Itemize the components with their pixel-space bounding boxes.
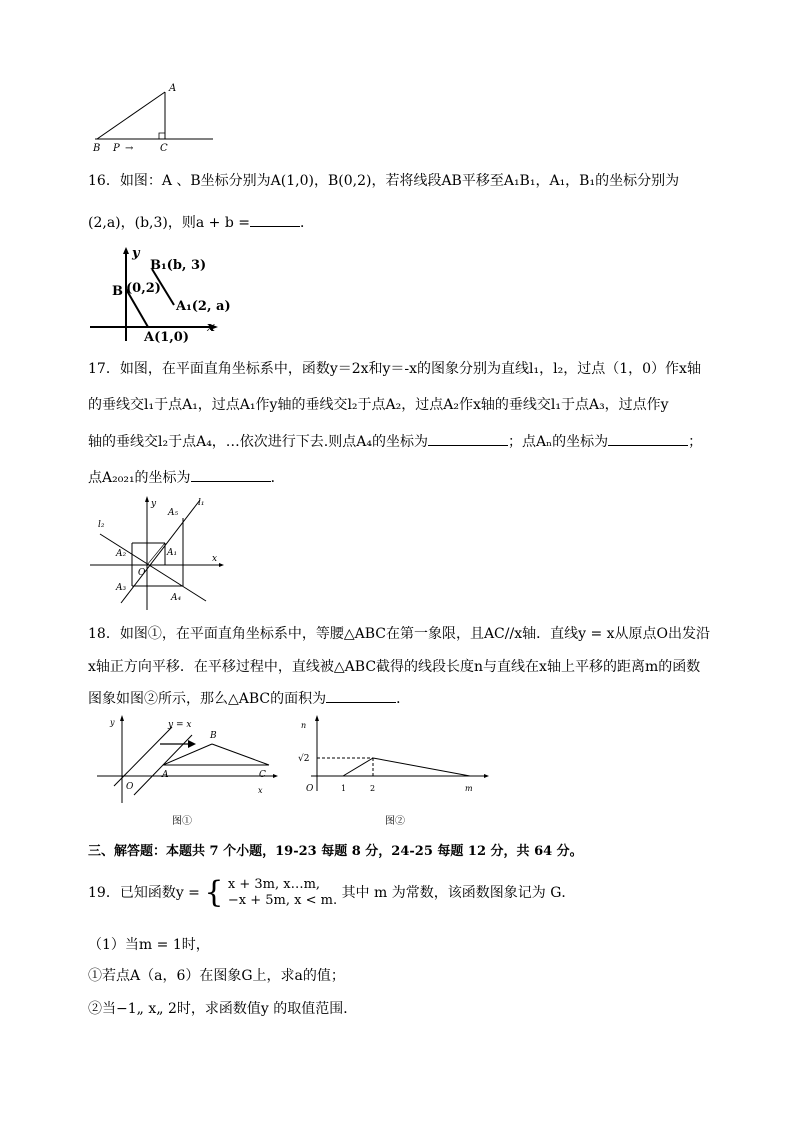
fig18-2-n-label: n bbox=[301, 721, 307, 730]
fig17-y-label: y bbox=[151, 499, 157, 509]
q17-line3-mid: ；点Aₙ的坐标为 bbox=[507, 434, 609, 450]
fig15-label-A: A bbox=[169, 83, 177, 94]
q18-line3 bbox=[88, 688, 410, 709]
fig16-coordinate-graph bbox=[88, 245, 231, 345]
fig18-2-sqrt2-label: √2 bbox=[298, 754, 310, 764]
q17-line3-text: 轴的垂线交l₂于点A₄，…依次进行下去.则点A₄的坐标为 bbox=[88, 434, 428, 450]
q17-line4-text: 点A₂₀₂₁的坐标为 bbox=[88, 470, 191, 486]
fig18-1-C-label: C bbox=[259, 770, 266, 780]
fig17-l2-label: l₂ bbox=[98, 520, 105, 530]
q18-line1: 18．如图①，在平面直角坐标系中，等腰△ABC在第一象限，且AC//x轴．直线y = x从原点O出发沿 bbox=[88, 626, 711, 642]
fig16-A-label: A(1,0) bbox=[144, 330, 190, 345]
fig18-1-B-label: B bbox=[210, 731, 217, 741]
fig17-A1-label: A₁ bbox=[167, 548, 178, 558]
q19-statement bbox=[88, 876, 575, 910]
fig18-2-tick-2: 2 bbox=[370, 784, 376, 793]
q16-line2 bbox=[88, 212, 314, 233]
fig15-triangle bbox=[85, 78, 220, 158]
q17-line2: 的垂线交l₁于点A₁，过点A₁作y轴的垂线交l₂于点A₂，过点A₂作x轴的垂线交l₁于点A₃，过点作y bbox=[88, 397, 669, 413]
fig16-B-coord: (0,2) bbox=[126, 281, 161, 296]
fig16-x-label: x bbox=[207, 320, 215, 335]
fig18-1-yx-label: y = x bbox=[168, 720, 192, 730]
q19-case-2: −x + 5m, x < m. bbox=[227, 893, 338, 908]
fig18-1-A-label: A bbox=[162, 770, 169, 780]
q17-line1: 17．如图，在平面直角坐标系中，函数y＝2x和y＝-x的图象分别为直线l₁，l₂，过点（1，0）作x轴 bbox=[88, 361, 701, 377]
fig18-1-x-label: x bbox=[258, 786, 263, 795]
q17-line3-end: ； bbox=[688, 434, 703, 450]
q19-suffix: 其中 m 为常数，该函数图象记为 G． bbox=[341, 885, 576, 901]
q17-answer-A4[interactable] bbox=[428, 431, 508, 446]
q18-line3-end: ． bbox=[396, 691, 411, 707]
fig15-arrow: → bbox=[125, 143, 134, 154]
fig17-coordinate-graph bbox=[88, 493, 228, 613]
q18-line3-text: 图象如图②所示，那么△ABC的面积为 bbox=[88, 691, 327, 707]
fig18-2-caption: 图② bbox=[385, 816, 405, 827]
q18-line2: x轴正方向平移．在平移过程中，直线被△ABC截得的线段长度n与直线在x轴上平移的距离m的函数 bbox=[88, 659, 701, 675]
fig16-B-label: B bbox=[112, 284, 123, 299]
fig18-1-graph bbox=[92, 713, 282, 828]
fig17-x-label: x bbox=[212, 554, 218, 564]
fig18-2-graph bbox=[293, 713, 493, 828]
fig15-label-P: P bbox=[113, 143, 120, 154]
section3-heading: 三、解答题：本题共 7 个小题，19-23 每题 8 分，24-25 每题 12 分，共 64 分。 bbox=[88, 844, 583, 859]
fig18-1-y-label: y bbox=[110, 718, 115, 727]
fig17-A5-label: A₅ bbox=[168, 508, 179, 518]
q19-prefix: 19．已知函数y = bbox=[88, 885, 200, 901]
q19-part1: （1）当m = 1时， bbox=[88, 937, 210, 953]
fig15-label-B: B bbox=[93, 143, 101, 154]
q18-answer-blank[interactable] bbox=[326, 688, 396, 703]
q17-answer-An[interactable] bbox=[608, 431, 688, 446]
fig18-1-caption: 图① bbox=[172, 816, 192, 827]
q17-answer-A2021[interactable] bbox=[191, 467, 271, 482]
fig16-A1-label: A₁(2, a) bbox=[176, 299, 231, 314]
q19-sub1: ①若点A（a，6）在图象G上，求a的值； bbox=[88, 968, 345, 984]
q16-answer-blank[interactable] bbox=[250, 212, 300, 227]
fig16-y-label: y bbox=[132, 246, 140, 261]
q17-line3 bbox=[88, 431, 702, 452]
fig18-2-tick-1: 1 bbox=[341, 784, 347, 793]
q19-case-1: x + 3m, x…m, bbox=[227, 877, 321, 892]
fig18-2-m-label: m bbox=[465, 784, 473, 793]
q16-line1: 16．如图：A 、B坐标分别为A(1,0)，B(0,2)，若将线段AB平移至A₁B₁，A₁，B₁的坐标分别为 bbox=[88, 173, 680, 189]
q16-line2-end: ． bbox=[300, 215, 314, 231]
fig15-label-C: C bbox=[160, 143, 168, 154]
fig17-l1-label: l₁ bbox=[198, 498, 205, 508]
fig17-O-label: O bbox=[138, 568, 146, 578]
fig16-B1-label: B₁(b, 3) bbox=[150, 258, 207, 273]
q19-sub2: ②当−1„ x„ 2时，求函数值y 的取值范围． bbox=[88, 1001, 358, 1017]
fig17-A3-label: A₃ bbox=[116, 583, 127, 593]
q17-line4-end: ． bbox=[270, 470, 285, 486]
q19-piecewise-cases bbox=[228, 877, 337, 909]
q19-piecewise-brace: { bbox=[204, 875, 224, 910]
fig18-1-O-label: O bbox=[126, 782, 134, 792]
fig18-2-O-label: O bbox=[306, 784, 314, 794]
fig17-A2-label: A₂ bbox=[116, 549, 127, 559]
fig17-A4-label: A₄ bbox=[171, 593, 182, 603]
q16-line2-text: (2,a)，(b,3)，则a + b = bbox=[88, 215, 250, 231]
q17-line4 bbox=[88, 467, 285, 488]
